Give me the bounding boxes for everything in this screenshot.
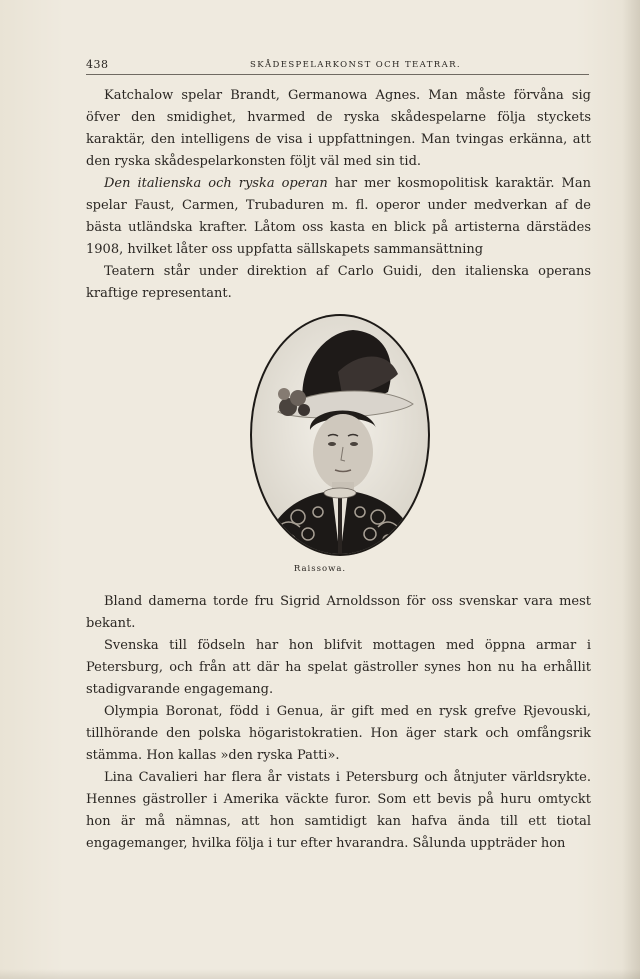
paragraph: Olympia Boronat, född i Genua, är gift med en rysk grefve Rjevouski, tillhörande den polska högaristokratien. Hon äger stark och omfångsrik stämma. Hon kallas »den ryska Patti». (86, 704, 591, 763)
figure-caption: Raissowa. (293, 564, 347, 574)
upper-text-block (86, 85, 591, 305)
italic-heading: Den italienska och ryska operan (104, 176, 328, 191)
portrait-figure (248, 312, 432, 558)
paragraph: Katchalow spelar Brandt, Germanowa Agnes. Man måste förvåna sig öfver den smidighet, hvarmed de ryska skådespelarne följa styckets karaktär, den intelligens de visa i uppfattningen. Man tvingas erkänna, att den ryska skådespelarkonsten följt väl med sin tid. (86, 88, 591, 169)
paragraph (86, 173, 591, 261)
paragraph: Bland damerna torde fru Sigrid Arnoldsson för oss svenskar vara mest bekant. (86, 594, 591, 631)
page-edge-shadow (622, 0, 640, 979)
page-header (86, 52, 589, 75)
paragraph: Lina Cavalieri har flera år vistats i Petersburg och åtnjuter världsrykte. Hennes gästroller i Amerika väckte furor. Som ett bevis på huru omtyckt hon är må nämnas, att hon samtidigt kan hafva ända till ett tiotal engagemanger, hvilka följa i tur efter hvarandra. Sålunda uppträder hon (86, 770, 591, 851)
paragraph-body: har mer kosmopolitisk karaktär. Man spelar Faust, Carmen, Trubaduren m. fl. operor under medverkan af de bästa utländska krafter. Låtom oss kasta en blick på artisterna därstädes 1908, hvilket låter oss uppfatta sällskapets sammansättning (86, 176, 591, 257)
running-title: SKÅDESPELARKONST OCH TEATRAR. (249, 60, 462, 70)
oval-portrait-photograph (248, 312, 432, 558)
paragraph: Teatern står under direktion af Carlo Guidi, den italienska operans kraftige representant. (86, 264, 591, 301)
lower-text-block (86, 591, 591, 855)
page-number: 438 (86, 58, 109, 71)
paragraph: Svenska till födseln har hon blifvit mottagen med öppna armar i Petersburg, och från att där ha spelat gästroller synes hon nu ha erhållit stadigvarande engagemang. (86, 638, 591, 697)
face (313, 414, 373, 490)
page-bottom-shadow (0, 969, 640, 979)
